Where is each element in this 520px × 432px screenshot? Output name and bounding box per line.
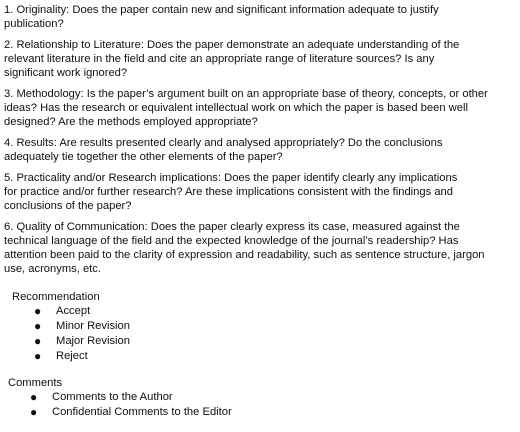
comments-section <box>4 376 516 420</box>
criterion-originality <box>4 3 516 31</box>
criterion-line: technical language of the field and the expected knowledge of the journal’s readership? Has <box>4 235 459 247</box>
recommendation-option-accept <box>4 304 516 319</box>
criterion-line: significant work ignored? <box>4 67 128 79</box>
recommendation-option-major-revision <box>4 334 516 349</box>
comments-option-author <box>4 390 516 405</box>
recommendation-option-minor-revision <box>4 319 516 334</box>
bullet-icon: ● <box>34 304 42 318</box>
criterion-line: designed? Are the methods employed appropriate? <box>4 116 258 128</box>
bullet-icon: ● <box>34 349 42 363</box>
option-label: Reject <box>56 350 88 362</box>
criterion-line: 6. Quality of Communication: Does the paper clearly express its case, measured against the <box>4 221 460 233</box>
option-label: Accept <box>56 305 91 317</box>
criterion-methodology <box>4 87 516 129</box>
comments-list <box>4 390 516 420</box>
criterion-line: 2. Relationship to Literature: Does the paper demonstrate an adequate understanding of the <box>4 39 460 51</box>
recommendation-list <box>4 304 516 364</box>
criterion-results <box>4 136 516 164</box>
option-label: Major Revision <box>56 335 130 347</box>
bullet-icon: ● <box>34 319 42 333</box>
criterion-line: adequately tie together the other elements of the paper? <box>4 151 283 163</box>
recommendation-title: Recommendation <box>12 291 100 303</box>
criterion-line: 5. Practicality and/or Research implications: Does the paper identify clearly any implications <box>4 172 458 184</box>
comments-option-editor <box>4 405 516 420</box>
option-label: Comments to the Author <box>52 391 173 403</box>
criterion-line: 1. Originality: Does the paper contain new and significant information adequate to justify <box>4 4 439 16</box>
option-label: Minor Revision <box>56 320 130 332</box>
criterion-quality-of-communication <box>4 220 516 276</box>
criterion-line: publication? <box>4 18 64 30</box>
review-criteria-document <box>4 3 516 420</box>
bullet-icon: ● <box>30 405 38 419</box>
criterion-line: attention been paid to the clarity of expression and readability, such as sentence structure, jargon <box>4 249 485 261</box>
comments-title: Comments <box>8 377 63 389</box>
criterion-line: conclusions of the paper? <box>4 200 132 212</box>
criterion-line: ideas? Has the research or equivalent intellectual work on which the paper is based been well <box>4 102 468 114</box>
option-label: Confidential Comments to the Editor <box>52 406 232 418</box>
recommendation-section <box>4 290 516 364</box>
criterion-line: 4. Results: Are results presented clearly and analysed appropriately? Do the conclusions <box>4 137 443 149</box>
criterion-line: relevant literature in the field and cite an appropriate range of literature sources? Is any <box>4 53 435 65</box>
bullet-icon: ● <box>30 390 38 404</box>
criterion-practicality <box>4 171 516 213</box>
bullet-icon: ● <box>34 334 42 348</box>
criterion-relationship-to-literature <box>4 38 516 80</box>
criterion-line: use, acronyms, etc. <box>4 263 101 275</box>
criterion-line: for practice and/or further research? Are these implications consistent with the findings and <box>4 186 453 198</box>
criterion-line: 3. Methodology: Is the paper’s argument built on an appropriate base of theory, concepts, or other <box>4 88 488 100</box>
recommendation-option-reject <box>4 349 516 364</box>
